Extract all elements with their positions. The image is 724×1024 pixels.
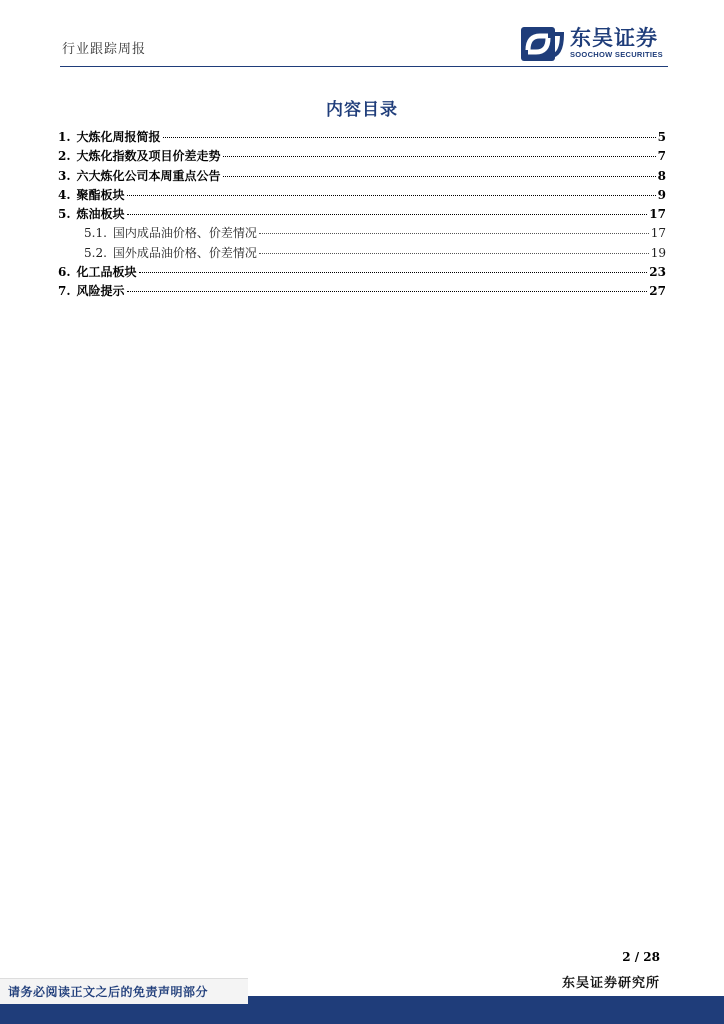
- toc-dot-leader: [223, 156, 656, 157]
- toc-title: 内容目录: [326, 100, 398, 120]
- toc-entry[interactable]: [58, 224, 666, 243]
- toc-entry-label: 国外成品油价格、价差情况: [112, 245, 257, 260]
- toc-entry-page: 17: [649, 207, 666, 222]
- toc-entry-label: 炼油板块: [76, 207, 125, 222]
- toc-dot-leader: [223, 176, 656, 177]
- toc-entry-number: 2.: [58, 149, 71, 164]
- toc-dot-leader: [127, 214, 648, 215]
- company-logo: [520, 26, 670, 62]
- page-indicator: 2 / 28: [622, 950, 660, 964]
- disclaimer-note[interactable]: 请务必阅读正文之后的免责声明部分: [0, 978, 248, 1004]
- toc-entry-number: 4.: [58, 187, 71, 202]
- toc-dot-leader: [127, 291, 648, 292]
- toc-dot-leader: [259, 233, 649, 234]
- toc-dot-leader: [259, 253, 649, 254]
- toc-entry-page: 27: [649, 284, 666, 299]
- toc-entry-page: 17: [650, 226, 666, 241]
- toc-entry[interactable]: [58, 263, 666, 282]
- toc-entry[interactable]: [58, 128, 666, 147]
- toc-entry-page: 19: [650, 245, 666, 260]
- toc-entry[interactable]: [58, 282, 666, 301]
- toc-entry-page: 7: [657, 149, 666, 164]
- toc-entry[interactable]: [58, 244, 666, 263]
- toc-entry-label: 大炼化指数及项目价差走势: [76, 149, 221, 164]
- toc-entry-number: 5.1.: [84, 226, 107, 241]
- toc-entry[interactable]: [58, 147, 666, 166]
- toc-entry-number: 5.: [58, 207, 71, 222]
- toc-entry-label: 国内成品油价格、价差情况: [112, 226, 257, 241]
- report-type-label: 行业跟踪周报: [62, 42, 147, 57]
- toc-entry-number: 5.2.: [84, 245, 107, 260]
- toc-entry[interactable]: [58, 205, 666, 224]
- toc-entry-label: 大炼化周报简报: [76, 130, 161, 144]
- logo-chinese-name: 东吴证券: [570, 26, 658, 50]
- toc-entry[interactable]: [58, 186, 666, 205]
- toc-entry-page: 9: [657, 187, 666, 202]
- table-of-contents: [58, 128, 666, 302]
- toc-dot-leader: [127, 195, 656, 196]
- toc-entry-page: 8: [657, 168, 666, 183]
- institute-name: 东吴证券研究所: [561, 976, 660, 991]
- toc-entry-number: 6.: [58, 265, 71, 280]
- toc-dot-leader: [163, 137, 656, 138]
- toc-entry-number: 7.: [58, 284, 71, 299]
- toc-entry-page: 23: [649, 265, 666, 280]
- toc-entry-label: 化工品板块: [76, 265, 137, 280]
- soochow-logo-icon: [520, 26, 564, 62]
- toc-dot-leader: [139, 272, 648, 273]
- toc-entry[interactable]: [58, 167, 666, 186]
- toc-entry-number: 1.: [58, 130, 71, 144]
- toc-entry-number: 3.: [58, 168, 71, 183]
- logo-english-name: SOOCHOW SECURITIES: [570, 50, 663, 59]
- toc-entry-label: 风险提示: [76, 284, 125, 299]
- header-divider: [60, 66, 668, 67]
- toc-entry-label: 六大炼化公司本周重点公告: [76, 168, 221, 183]
- toc-entry-page: 5: [657, 130, 666, 144]
- toc-entry-label: 聚酯板块: [76, 187, 125, 202]
